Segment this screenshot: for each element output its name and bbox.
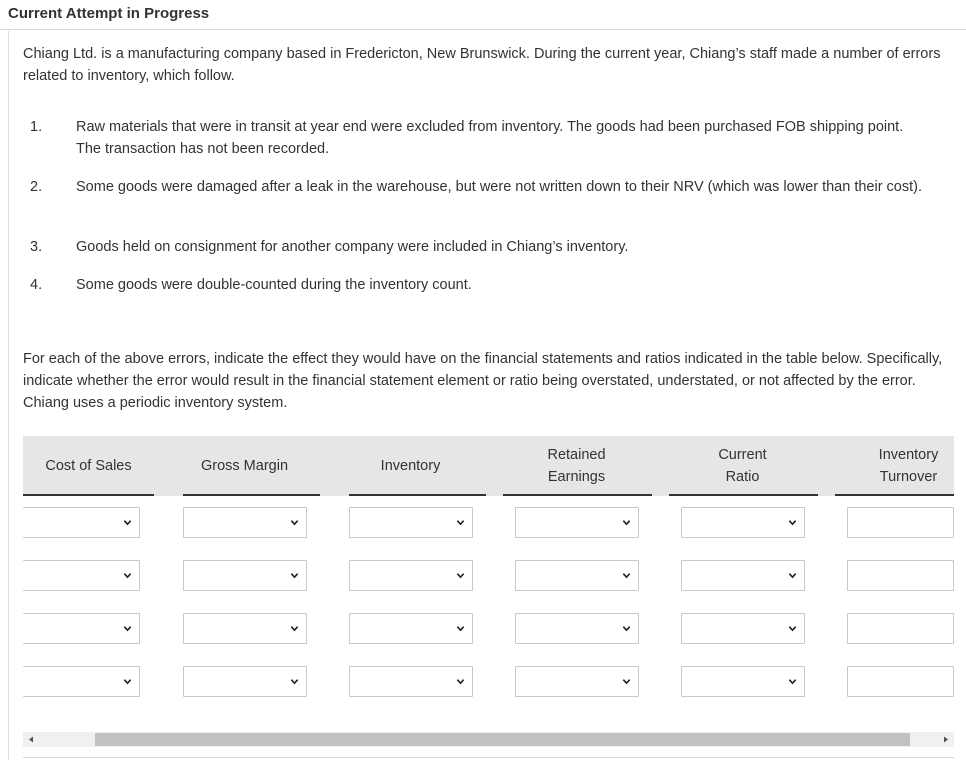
column-header-inventory: Inventory bbox=[380, 458, 441, 474]
chevron-down-icon bbox=[788, 677, 797, 686]
scrollbar-thumb[interactable] bbox=[95, 733, 910, 746]
header-underline bbox=[349, 494, 486, 496]
column-header-cost-of-sales: Cost of Sales bbox=[45, 458, 132, 474]
select-retained-earnings-row-2[interactable] bbox=[515, 560, 639, 591]
error-text: Goods held on consignment for another company were included in Chiang’s inventory. bbox=[76, 239, 629, 255]
attempt-header bbox=[0, 0, 966, 30]
error-text: Some goods were double-counted during the inventory count. bbox=[76, 277, 472, 293]
answer-table bbox=[23, 436, 954, 760]
chevron-down-icon bbox=[290, 677, 299, 686]
instructions: For each of the above errors, indicate the effect they would have on the financial statements and ratios indicated in the table below. Specifically, indicate whether the error would result in the financial statement element or ratio being overstated, understated, or not affected by the error. Chiang uses a periodic inventory system. bbox=[23, 351, 943, 411]
question-intro: Chiang Ltd. is a manufacturing company based in Fredericton, New Brunswick. During the current year, Chiang’s staff made a number of errors related to inventory, which follow. bbox=[23, 46, 941, 84]
header-underline bbox=[503, 494, 652, 496]
chevron-down-icon bbox=[456, 518, 465, 527]
header-underline bbox=[669, 494, 818, 496]
chevron-down-icon bbox=[123, 624, 132, 633]
error-text: Raw materials that were in transit at year end were excluded from inventory. The goods had been purchased FOB shipping point. The transaction has not been recorded. bbox=[76, 119, 904, 157]
select-inventory-turnover-row-1[interactable] bbox=[847, 507, 954, 538]
select-cost-of-sales-row-1[interactable] bbox=[23, 507, 140, 538]
select-cost-of-sales-row-2[interactable] bbox=[23, 560, 140, 591]
select-retained-earnings-row-1[interactable] bbox=[515, 507, 639, 538]
column-header-inventory-turnover: Inventory Turnover bbox=[878, 447, 939, 485]
select-inventory-turnover-row-2[interactable] bbox=[847, 560, 954, 591]
select-inventory-row-1[interactable] bbox=[349, 507, 473, 538]
select-inventory-row-2[interactable] bbox=[349, 560, 473, 591]
select-gross-margin-row-4[interactable] bbox=[183, 666, 307, 697]
select-retained-earnings-row-4[interactable] bbox=[515, 666, 639, 697]
table-header bbox=[23, 436, 954, 496]
column-header-current-ratio: Current Ratio bbox=[718, 447, 767, 485]
select-cost-of-sales-row-3[interactable] bbox=[23, 613, 140, 644]
error-text: Some goods were damaged after a leak in the warehouse, but were not written down to their NRV (which was lower than their cost). bbox=[76, 179, 922, 195]
select-inventory-turnover-row-4[interactable] bbox=[847, 666, 954, 697]
select-inventory-row-4[interactable] bbox=[349, 666, 473, 697]
column-header-retained-earnings: Retained Earnings bbox=[547, 447, 606, 485]
select-inventory-turnover-row-3[interactable] bbox=[847, 613, 954, 644]
chevron-down-icon bbox=[290, 624, 299, 633]
chevron-down-icon bbox=[622, 677, 631, 686]
error-number: 2. bbox=[30, 179, 43, 195]
select-gross-margin-row-2[interactable] bbox=[183, 560, 307, 591]
error-number: 4. bbox=[30, 277, 43, 293]
chevron-down-icon bbox=[290, 518, 299, 527]
header-underline bbox=[835, 494, 954, 496]
select-current-ratio-row-2[interactable] bbox=[681, 560, 805, 591]
scroll-left-arrow-icon[interactable] bbox=[23, 732, 41, 747]
horizontal-scrollbar[interactable] bbox=[23, 732, 954, 747]
chevron-down-icon bbox=[622, 571, 631, 580]
scroll-right-arrow-icon[interactable] bbox=[936, 732, 954, 747]
select-gross-margin-row-3[interactable] bbox=[183, 613, 307, 644]
chevron-down-icon bbox=[622, 624, 631, 633]
select-current-ratio-row-1[interactable] bbox=[681, 507, 805, 538]
header-underline bbox=[183, 494, 320, 496]
chevron-down-icon bbox=[456, 624, 465, 633]
select-gross-margin-row-1[interactable] bbox=[183, 507, 307, 538]
select-cost-of-sales-row-4[interactable] bbox=[23, 666, 140, 697]
select-current-ratio-row-3[interactable] bbox=[681, 613, 805, 644]
chevron-down-icon bbox=[123, 518, 132, 527]
error-number: 1. bbox=[30, 119, 43, 135]
chevron-down-icon bbox=[123, 571, 132, 580]
chevron-down-icon bbox=[788, 518, 797, 527]
select-current-ratio-row-4[interactable] bbox=[681, 666, 805, 697]
header-underline bbox=[23, 494, 154, 496]
chevron-down-icon bbox=[788, 571, 797, 580]
chevron-down-icon bbox=[788, 624, 797, 633]
error-number: 3. bbox=[30, 239, 43, 255]
chevron-down-icon bbox=[456, 571, 465, 580]
chevron-down-icon bbox=[456, 677, 465, 686]
attempt-title: Current Attempt in Progress bbox=[8, 5, 210, 22]
column-header-gross-margin: Gross Margin bbox=[200, 458, 289, 474]
divider bbox=[23, 757, 954, 758]
chevron-down-icon bbox=[123, 677, 132, 686]
chevron-down-icon bbox=[290, 571, 299, 580]
select-inventory-row-3[interactable] bbox=[349, 613, 473, 644]
select-retained-earnings-row-3[interactable] bbox=[515, 613, 639, 644]
chevron-down-icon bbox=[622, 518, 631, 527]
